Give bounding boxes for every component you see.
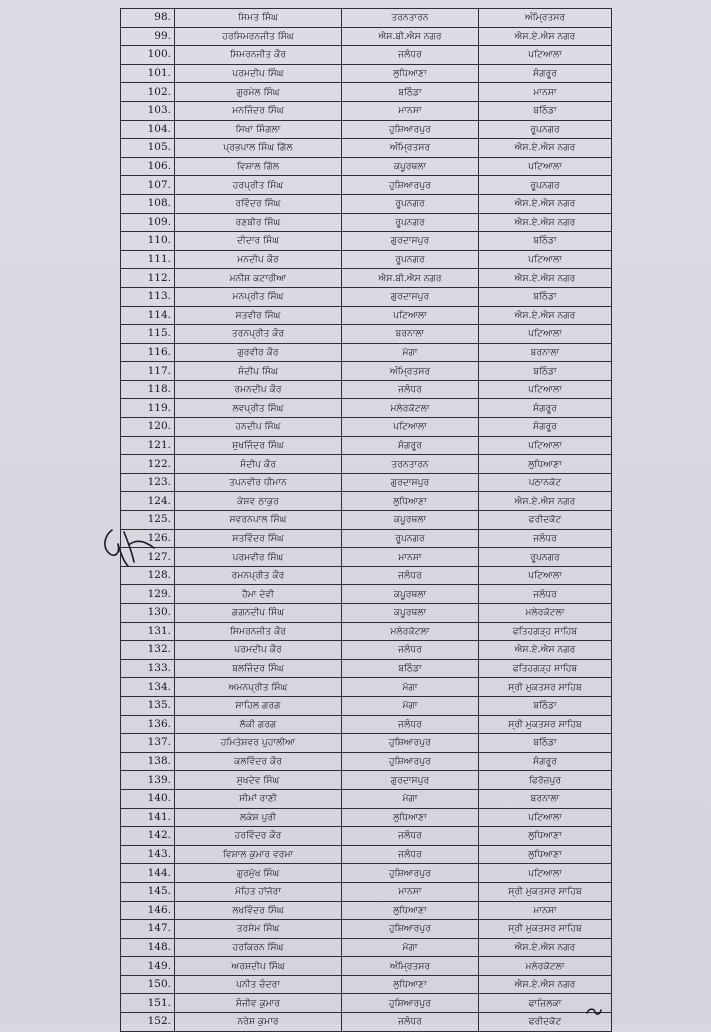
person-name: ਤਰਨਪ੍ਰੀਤ ਕੌਰ [175, 325, 342, 344]
serial-number: 100. [121, 46, 175, 65]
from-district: ਕਪੂਰਥਲਾ [342, 585, 479, 604]
from-district: ਕਪੂਰਥਲਾ [342, 157, 479, 176]
table-row [121, 864, 612, 883]
serial-number: 106. [121, 157, 175, 176]
serial-number: 118. [121, 380, 175, 399]
from-district: ਹੁਸ਼ਿਆਰਪੁਰ [342, 752, 479, 771]
to-district: ਫਤਿਹਗੜ੍ਹ ਸਾਹਿਬ [479, 622, 612, 641]
from-district: ਪਟਿਆਲਾ [342, 306, 479, 325]
table-row [121, 585, 612, 604]
to-district: ਬਰਨਾਲਾ [479, 343, 612, 362]
to-district: ਸੰਗਰੂਰ [479, 399, 612, 418]
from-district: ਜਲੰਧਰ [342, 380, 479, 399]
from-district: ਮਲੇਰਕੋਟਲਾ [342, 399, 479, 418]
table-row [121, 194, 612, 213]
serial-number: 112. [121, 269, 175, 288]
to-district: ਲੁਧਿਆਣਾ [479, 455, 612, 474]
to-district: ਐਸ.ਏ.ਐਸ ਨਗਰ [479, 492, 612, 511]
serial-number: 147. [121, 920, 175, 939]
to-district: ਪਟਿਆਲਾ [479, 157, 612, 176]
serial-number: 130. [121, 604, 175, 623]
from-district: ਕਪੂਰਥਲਾ [342, 511, 479, 530]
person-name: ਵਿਸ਼ਾਲ ਕੁਮਾਰ ਵਰਮਾ [175, 845, 342, 864]
serial-number: 101. [121, 64, 175, 83]
person-name: ਮੋਹਿਤ ਹਾਂਜੋਰਾ [175, 882, 342, 901]
person-name: ਹਮਿਤੇਸ਼ਵਰ ਪੁਹਾਲੀਆ [175, 734, 342, 753]
person-name: ਰਮਨਪ੍ਰੀਤ ਕੌਰ [175, 566, 342, 585]
from-district: ਤਰਨਤਾਰਨ [342, 455, 479, 474]
to-district: ਪਟਿਆਲਾ [479, 325, 612, 344]
serial-number: 150. [121, 975, 175, 994]
person-name: ਕਲਵਿੰਦਰ ਕੌਰ [175, 752, 342, 771]
from-district: ਗੁਰਦਾਸਪੁਰ [342, 232, 479, 251]
from-district: ਗੁਰਦਾਸਪੁਰ [342, 771, 479, 790]
to-district: ਬਠਿੰਡਾ [479, 101, 612, 120]
table-row [121, 901, 612, 920]
to-district: ਐਸ.ਏ.ਐਸ ਨਗਰ [479, 139, 612, 158]
person-name: ਮਨੀਸ਼ ਕਟਾਰੀਆ [175, 269, 342, 288]
table-row [121, 957, 612, 976]
table-row [121, 622, 612, 641]
page-corner-mark [584, 1004, 604, 1018]
person-name: ਸੰਦੀਪ ਸਿੰਘ [175, 362, 342, 381]
to-district: ਪਠਾਨਕੋਟ [479, 473, 612, 492]
to-district: ਅੰਮ੍ਰਿਤਸਰ [479, 9, 612, 28]
to-district: ਲੁਧਿਆਣਾ [479, 845, 612, 864]
to-district: ਰੂਪਨਗਰ [479, 548, 612, 567]
to-district: ਪਟਿਆਲਾ [479, 864, 612, 883]
to-district: ਰੂਪਨਗਰ [479, 176, 612, 195]
person-name: ਬਲਜਿੰਦਰ ਸਿੰਘ [175, 659, 342, 678]
person-name: ਨਰੇਸ਼ ਕੁਮਾਰ [175, 1013, 342, 1032]
serial-number: 119. [121, 399, 175, 418]
to-district: ਐਸ.ਏ.ਐਸ ਨਗਰ [479, 938, 612, 957]
person-name: ਹਰਪ੍ਰੀਤ ਸਿੰਘ [175, 176, 342, 195]
from-district: ਹੁਸ਼ਿਆਰਪੁਰ [342, 994, 479, 1013]
to-district: ਸੰਗਰੂਰ [479, 64, 612, 83]
person-name: ਸੀਮਾਂ ਰਾਣੀ [175, 789, 342, 808]
from-district: ਮੋਗਾ [342, 938, 479, 957]
table-row [121, 27, 612, 46]
serial-number: 116. [121, 343, 175, 362]
table-row [121, 436, 612, 455]
table-row [121, 529, 612, 548]
to-district: ਸੰਗਰੂਰ [479, 752, 612, 771]
person-name: ਸਾਹਿਲ ਗਰਗ [175, 696, 342, 715]
to-district: ਸੰਗਰੂਰ [479, 418, 612, 437]
serial-number: 124. [121, 492, 175, 511]
table-row [121, 1013, 612, 1032]
to-district: ਐਸ.ਏ.ਐਸ ਨਗਰ [479, 641, 612, 660]
serial-number: 133. [121, 659, 175, 678]
to-district: ਸ੍ਰੀ ਮੁਕਤਸਰ ਸਾਹਿਬ [479, 920, 612, 939]
serial-number: 145. [121, 882, 175, 901]
serial-number: 98. [121, 9, 175, 28]
person-name: ਕੇਸ਼ਵ ਠਾਕੁਰ [175, 492, 342, 511]
to-district: ਐਸ.ਏ.ਐਸ ਨਗਰ [479, 194, 612, 213]
from-district: ਜਲੰਧਰ [342, 641, 479, 660]
person-name: ਮਨਪ੍ਰੀਤ ਸਿੰਘ [175, 287, 342, 306]
to-district: ਬਠਿੰਡਾ [479, 696, 612, 715]
from-district: ਐਸ.ਬੀ.ਐਸ ਨਗਰ [342, 27, 479, 46]
from-district: ਹੁਸ਼ਿਆਰਪੁਰ [342, 734, 479, 753]
serial-number: 136. [121, 715, 175, 734]
from-district: ਲੁਧਿਆਣਾ [342, 901, 479, 920]
to-district: ਮਲੇਰਕੋਟਲਾ [479, 604, 612, 623]
person-name: ਗੁਰਮੁੱਖ ਸਿੰਘ [175, 864, 342, 883]
table-row [121, 287, 612, 306]
serial-number: 102. [121, 83, 175, 102]
to-district: ਪਟਿਆਲਾ [479, 380, 612, 399]
person-name: ਸੰਜੀਵ ਕੁਮਾਰ [175, 994, 342, 1013]
serial-number: 152. [121, 1013, 175, 1032]
from-district: ਬਠਿੰਡਾ [342, 659, 479, 678]
table-row [121, 232, 612, 251]
serial-number: 99. [121, 27, 175, 46]
person-name: ਗੁਰਵੀਰ ਕੌਰ [175, 343, 342, 362]
person-name: ਸਿਮਤ ਸਿੰਘ [175, 9, 342, 28]
from-district: ਹੁਸ਼ਿਆਰਪੁਰ [342, 920, 479, 939]
from-district: ਲੁਧਿਆਣਾ [342, 808, 479, 827]
person-name: ਸੰਦੀਪ ਕੌਰ [175, 455, 342, 474]
to-district: ਪਟਿਆਲਾ [479, 436, 612, 455]
to-district: ਐਸ.ਏ.ਐਸ ਨਗਰ [479, 306, 612, 325]
to-district: ਜਲੰਧਰ [479, 585, 612, 604]
table-row [121, 176, 612, 195]
to-district: ਫਤਿਹਗੜ੍ਹ ਸਾਹਿਬ [479, 659, 612, 678]
person-name: ਪਨੀਤ ਚੰਦਰਾ [175, 975, 342, 994]
table-row [121, 715, 612, 734]
from-district: ਮਾਨਸਾ [342, 548, 479, 567]
to-district: ਐਸ.ਏ.ਐਸ ਨਗਰ [479, 975, 612, 994]
serial-number: 140. [121, 789, 175, 808]
from-district: ਅੰਮ੍ਰਿਤਸਰ [342, 362, 479, 381]
serial-number: 125. [121, 511, 175, 530]
to-district: ਬਠਿੰਡਾ [479, 362, 612, 381]
person-name: ਹਰਵਿੰਦਰ ਕੌਰ [175, 827, 342, 846]
to-district: ਸ੍ਰੀ ਮੁਕਤਸਰ ਸਾਹਿਬ [479, 678, 612, 697]
person-name: ਲਵਪ੍ਰੀਤ ਸਿੰਘ [175, 399, 342, 418]
to-district: ਬਰਨਾਲਾ [479, 789, 612, 808]
table-row [121, 325, 612, 344]
from-district: ਤਰਨਤਾਰਨ [342, 9, 479, 28]
from-district: ਲੁਧਿਆਣਾ [342, 492, 479, 511]
table-row [121, 139, 612, 158]
serial-number: 141. [121, 808, 175, 827]
from-district: ਬਰਨਾਲਾ [342, 325, 479, 344]
person-name: ਰਮਨਦੀਪ ਕੌਰ [175, 380, 342, 399]
person-name: ਸਤਵੀਰ ਸਿੰਘ [175, 306, 342, 325]
from-district: ਜਲੰਧਰ [342, 566, 479, 585]
table-row [121, 808, 612, 827]
serial-number: 146. [121, 901, 175, 920]
table-row [121, 975, 612, 994]
from-district: ਰੂਪਨਗਰ [342, 213, 479, 232]
serial-number: 149. [121, 957, 175, 976]
person-name: ਮਨਦੀਪ ਕੌਰ [175, 250, 342, 269]
from-district: ਮੋਗਾ [342, 343, 479, 362]
table-row [121, 641, 612, 660]
from-district: ਮੋਗਾ [342, 696, 479, 715]
from-district: ਅੰਮ੍ਰਿਤਸਰ [342, 957, 479, 976]
table-row [121, 101, 612, 120]
to-district: ਐਸ.ਏ.ਐਸ ਨਗਰ [479, 269, 612, 288]
from-district: ਐਸ.ਬੀ.ਐਸ ਨਗਰ [342, 269, 479, 288]
transfer-list-table [120, 8, 612, 1032]
to-district: ਬਠਿੰਡਾ [479, 287, 612, 306]
person-name: ਸਿਮਰਨਜੀਤ ਕੌਰ [175, 622, 342, 641]
person-name: ਲਖਵਿੰਦਰ ਸਿੰਘ [175, 901, 342, 920]
person-name: ਵਿਸ਼ਾਲ ਗਿੱਲ [175, 157, 342, 176]
serial-number: 148. [121, 938, 175, 957]
table-row [121, 845, 612, 864]
table-row [121, 64, 612, 83]
serial-number: 117. [121, 362, 175, 381]
person-name: ਹਰਸਿਮਰਨਜੀਤ ਸਿੰਘ [175, 27, 342, 46]
serial-number: 123. [121, 473, 175, 492]
from-district: ਗੁਰਦਾਸਪੁਰ [342, 287, 479, 306]
table-row [121, 120, 612, 139]
from-district: ਲੁਧਿਆਣਾ [342, 64, 479, 83]
serial-number: 144. [121, 864, 175, 883]
from-district: ਗੁਰਦਾਸਪੁਰ [342, 473, 479, 492]
person-name: ਗਗਨਦੀਪ ਸਿੰਘ [175, 604, 342, 623]
person-name: ਸੁਖਦੇਵ ਸਿੰਘ [175, 771, 342, 790]
to-district: ਮਲੇਰਕੋਟਲਾ [479, 957, 612, 976]
from-district: ਮਲੇਰਕੋਟਲਾ [342, 622, 479, 641]
serial-number: 104. [121, 120, 175, 139]
from-district: ਹੁਸ਼ਿਆਰਪੁਰ [342, 120, 479, 139]
person-name: ਸੁਖਜਿੰਦਰ ਸਿੰਘ [175, 436, 342, 455]
table-body [121, 9, 612, 1032]
from-district: ਲੁਧਿਆਣਾ [342, 975, 479, 994]
person-name: ਹੈਮਾ ਦੇਵੀ [175, 585, 342, 604]
serial-number: 134. [121, 678, 175, 697]
serial-number: 103. [121, 101, 175, 120]
to-district: ਪਟਿਆਲਾ [479, 566, 612, 585]
serial-number: 131. [121, 622, 175, 641]
table-row [121, 696, 612, 715]
from-district: ਜਲੰਧਰ [342, 845, 479, 864]
serial-number: 132. [121, 641, 175, 660]
table-row [121, 604, 612, 623]
table-row [121, 938, 612, 957]
person-name: ਹਰਕਿਰਨ ਸਿੰਘ [175, 938, 342, 957]
serial-number: 127. [121, 548, 175, 567]
table-row [121, 994, 612, 1013]
serial-number: 121. [121, 436, 175, 455]
person-name: ਅਮਨਪ੍ਰੀਤ ਸਿੰਘ [175, 678, 342, 697]
serial-number: 137. [121, 734, 175, 753]
from-district: ਮੋਗਾ [342, 789, 479, 808]
from-district: ਰੂਪਨਗਰ [342, 250, 479, 269]
from-district: ਅੰਮ੍ਰਿਤਸਰ [342, 139, 479, 158]
table-row [121, 678, 612, 697]
to-district: ਬਠਿੰਡਾ [479, 734, 612, 753]
from-district: ਰੂਪਨਗਰ [342, 529, 479, 548]
serial-number: 111. [121, 250, 175, 269]
from-district: ਜਲੰਧਰ [342, 827, 479, 846]
table-row [121, 566, 612, 585]
table-row [121, 752, 612, 771]
serial-number: 142. [121, 827, 175, 846]
serial-number: 120. [121, 418, 175, 437]
table-row [121, 492, 612, 511]
table-row [121, 213, 612, 232]
person-name: ਤਰਸੇਮ ਸਿੰਘ [175, 920, 342, 939]
to-district: ਫਾਜ਼ਿਲਕਾ [479, 994, 612, 1013]
to-district: ਐਸ.ਏ.ਐਸ ਨਗਰ [479, 213, 612, 232]
handwritten-signature [98, 522, 158, 572]
serial-number: 139. [121, 771, 175, 790]
from-district: ਮਾਨਸਾ [342, 101, 479, 120]
person-name: ਸਿਮਰਨਜੀਤ ਕੌਰ [175, 46, 342, 65]
person-name: ਅਰਸ਼ਦੀਪ ਸਿੰਘ [175, 957, 342, 976]
from-district: ਕਪੂਰਥਲਾ [342, 604, 479, 623]
serial-number: 143. [121, 845, 175, 864]
to-district: ਮਾਨਸਾ [479, 901, 612, 920]
table-row [121, 157, 612, 176]
table-row [121, 362, 612, 381]
to-district: ਫਿਰੋਜ਼ਪੁਰ [479, 771, 612, 790]
serial-number: 108. [121, 194, 175, 213]
serial-number: 110. [121, 232, 175, 251]
serial-number: 126. [121, 529, 175, 548]
person-name: ਰਵਿੰਦਰ ਸਿੰਘ [175, 194, 342, 213]
from-district: ਸੰਗਰੂਰ [342, 436, 479, 455]
table-row [121, 380, 612, 399]
to-district: ਬਠਿੰਡਾ [479, 232, 612, 251]
person-name: ਲੱਕੀ ਗਰਗ [175, 715, 342, 734]
to-district: ਪਟਿਆਲਾ [479, 250, 612, 269]
serial-number: 122. [121, 455, 175, 474]
table-row [121, 473, 612, 492]
table-row [121, 771, 612, 790]
table-row [121, 269, 612, 288]
from-district: ਪਟਿਆਲਾ [342, 418, 479, 437]
person-name: ਮਨਜਿੰਦਰ ਸਿੰਘ [175, 101, 342, 120]
to-district: ਸ੍ਰੀ ਮੁਕਤਸਰ ਸਾਹਿਬ [479, 715, 612, 734]
serial-number: 151. [121, 994, 175, 1013]
table-row [121, 343, 612, 362]
table-row [121, 734, 612, 753]
from-district: ਜਲੰਧਰ [342, 46, 479, 65]
table-row [121, 789, 612, 808]
from-district: ਜਲੰਧਰ [342, 715, 479, 734]
person-name: ਰਣਬੀਰ ਸਿੰਘ [175, 213, 342, 232]
to-district: ਪਟਿਆਲਾ [479, 808, 612, 827]
table-row [121, 46, 612, 65]
serial-number: 107. [121, 176, 175, 195]
table-row [121, 418, 612, 437]
to-district: ਫਰੀਦਕੋਟ [479, 511, 612, 530]
person-name: ਦੀਦਾਰ ਸਿੰਘ [175, 232, 342, 251]
table-row [121, 659, 612, 678]
to-district: ਪਟਿਆਲਾ [479, 46, 612, 65]
serial-number: 105. [121, 139, 175, 158]
person-name: ਸਿਖਾ ਸਿੰਗਲਾ [175, 120, 342, 139]
table-row [121, 882, 612, 901]
person-name: ਲਕੇਸ਼ ਪੁਰੀ [175, 808, 342, 827]
from-district: ਮਾਨਸਾ [342, 882, 479, 901]
serial-number: 138. [121, 752, 175, 771]
to-district: ਐਸ.ਏ.ਐਸ ਨਗਰ [479, 27, 612, 46]
table-row [121, 306, 612, 325]
table-row [121, 920, 612, 939]
from-district: ਰੂਪਨਗਰ [342, 194, 479, 213]
person-name: ਹਨਦੀਪ ਸਿੰਘ [175, 418, 342, 437]
to-district: ਸ੍ਰੀ ਮੁਕਤਸਰ ਸਾਹਿਬ [479, 882, 612, 901]
table-row [121, 827, 612, 846]
person-name: ਸਤਵਿੰਦਰ ਸਿੰਘ [175, 529, 342, 548]
to-district: ਰੂਪਨਗਰ [479, 120, 612, 139]
from-district: ਹੁਸ਼ਿਆਰਪੁਰ [342, 864, 479, 883]
from-district: ਹੁਸ਼ਿਆਰਪੁਰ [342, 176, 479, 195]
serial-number: 129. [121, 585, 175, 604]
to-district: ਜਲੰਧਰ [479, 529, 612, 548]
from-district: ਜਲੰਧਰ [342, 1013, 479, 1032]
serial-number: 109. [121, 213, 175, 232]
table-row [121, 399, 612, 418]
person-name: ਪਰਮਵੀਰ ਸਿੰਘ [175, 548, 342, 567]
table-row [121, 9, 612, 28]
from-district: ਬਠਿੰਡਾ [342, 83, 479, 102]
serial-number: 114. [121, 306, 175, 325]
serial-number: 115. [121, 325, 175, 344]
person-name: ਤਪਨਵੀਰ ਧੀਮਾਨ [175, 473, 342, 492]
person-name: ਪਰਮਦੀਪ ਸਿੰਘ [175, 64, 342, 83]
table-row [121, 250, 612, 269]
table-row [121, 548, 612, 567]
to-district: ਮਾਨਸਾ [479, 83, 612, 102]
serial-number: 113. [121, 287, 175, 306]
person-name: ਗੁਰਮੇਲ ਸਿੰਘ [175, 83, 342, 102]
person-name: ਸਵਰਨਪਾਲ ਸਿੰਘ [175, 511, 342, 530]
table-row [121, 83, 612, 102]
from-district: ਮੋਗਾ [342, 678, 479, 697]
person-name: ਪ੍ਰਭਪਾਲ ਸਿੰਘ ਗਿੱਲ [175, 139, 342, 158]
serial-number: 128. [121, 566, 175, 585]
to-district: ਲੁਧਿਆਣਾ [479, 827, 612, 846]
table-row [121, 511, 612, 530]
serial-number: 135. [121, 696, 175, 715]
to-district: ਫਰੀਦਕੋਟ [479, 1013, 612, 1032]
table-row [121, 455, 612, 474]
person-name: ਪਰਮਦੀਪ ਕੌਰ [175, 641, 342, 660]
